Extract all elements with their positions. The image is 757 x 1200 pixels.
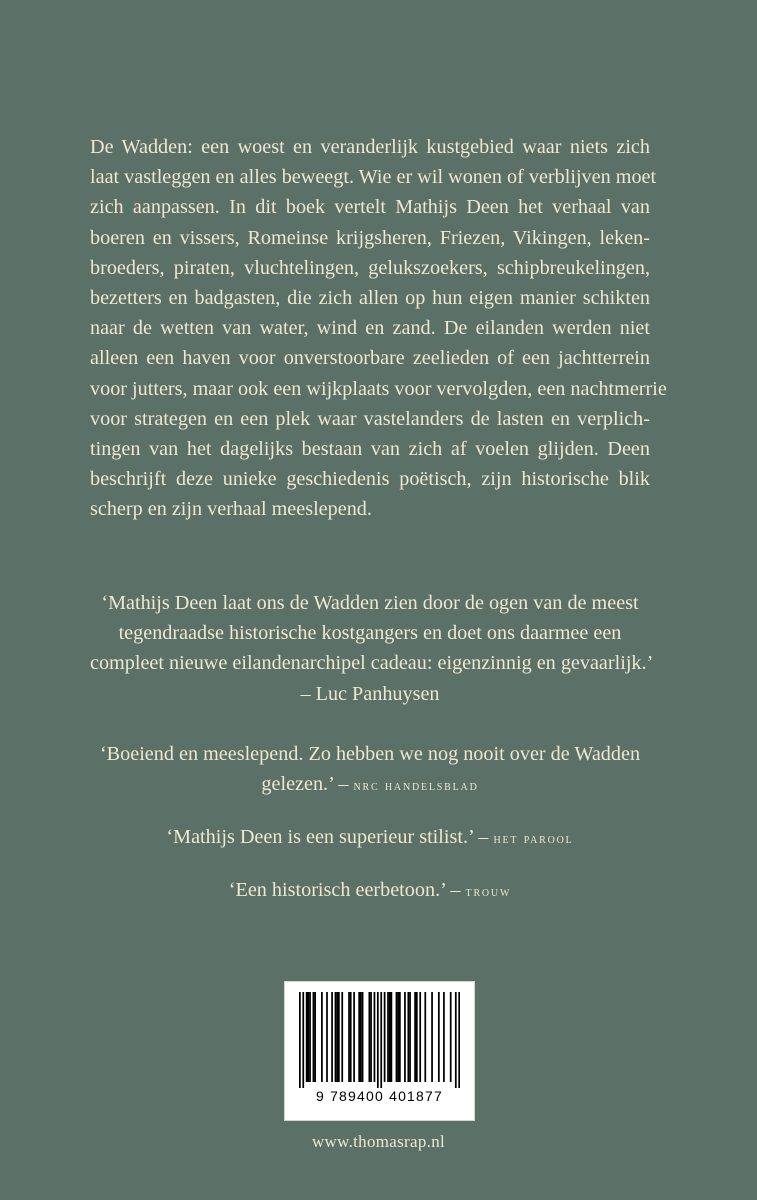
blurb-line: boeren en vissers, Romeinse krijgsheren, Friezen, Vikingen, leken- [90,226,650,249]
barcode-bar [397,992,399,1082]
barcode-bar [302,992,304,1088]
barcode-bar [309,992,311,1082]
blurb-line: bezetters en badgasten, die zich allen op hun eigen manier schikten [90,287,650,310]
barcode-bar [348,992,350,1082]
barcode-bar [335,992,337,1082]
barcode-bar [414,992,416,1082]
barcode-bar [404,992,406,1082]
barcode-bar [443,992,445,1082]
barcode-bar [450,992,452,1082]
barcode-bar [416,992,418,1082]
quote-attribution: – Luc Panhuysen [300,682,440,705]
blurb-line: De Wadden: een woest en veranderlijk kustgebied waar niets zich [90,136,650,158]
barcode-bar [396,992,398,1082]
quote-line: compleet nieuwe eilandenarchipel cadeau: eigenzinnig en gevaarlijk.’ [90,652,654,675]
barcode-bar [409,992,411,1082]
quote-text: ‘Mathijs Deen is een superieur stilist.’ – [166,826,489,849]
quote-text: gelezen.’ – [261,773,349,796]
barcode-bar [306,992,308,1082]
barcode-bar [350,992,352,1082]
barcode-bar [458,992,460,1088]
barcode-bar [419,992,421,1082]
quote-source: nrc handelsblad [353,778,479,795]
quote-source: trouw [465,884,512,901]
publisher-website: www.thomasrap.nl [311,1132,446,1151]
blurb-line: laat vastleggen en alles beweegt. Wie er wil wonen of verblijven moet [90,166,657,189]
quote-nrc [90,739,650,801]
barcode-bar [407,992,409,1082]
quote-line: ‘Mathijs Deen laat ons de Wadden zien door de ogen van de meest [101,592,639,614]
quote-trouw [90,875,650,907]
barcode-bar [368,992,370,1082]
barcode-bar [341,992,343,1082]
barcode-bar [313,992,315,1082]
blurb-line: naar de wetten van water, wind en zand. De eilanden werden niet [90,317,650,340]
barcode-bar [399,992,401,1082]
isbn-number: 9 789400 401877 [316,1088,443,1104]
barcode-bar [314,992,316,1082]
barcode-bar [326,992,328,1082]
blurb-line: broeders, piraten, vluchtelingen, gelukszoekers, schipbreukelingen, [90,256,650,279]
barcode-bar [389,992,391,1082]
quote-line: ‘Boeiend en meeslepend. Zo hebben we nog nooit over de Wadden [99,742,641,765]
blurb-text [90,132,667,525]
blurb-line: voor jutters, maar ook een wijkplaats voor vervolgden, een nachtmerrie [90,377,667,400]
barcode-bar [360,992,362,1082]
review-quotes [90,588,654,928]
quote-text: ‘Een historisch eerbetoon.’ – [228,879,461,902]
barcode-label [284,981,475,1121]
blurb-line: voor strategen en een plek waar vastelanders de lasten en verplich- [90,407,650,430]
barcode-bar [358,992,360,1082]
barcode-icon [299,992,460,1088]
barcode-bar [331,992,333,1082]
barcode-bar [424,992,426,1082]
quote-line [90,822,650,854]
blurb-line: tingen van het dagelijks bestaan van zich af voelen glijden. Deen [90,438,650,461]
quote-source: het parool [493,831,574,848]
barcode-bar [384,992,386,1082]
blurb-line: scherp en zijn verhaal meeslepend. [90,498,372,521]
barcode-bar [431,992,433,1082]
barcode-bar [299,992,301,1088]
barcode-bar [362,992,364,1082]
barcode-bar [455,992,457,1088]
quote-line: tegendraadse historische kostgangers en doet ons daarmee een [118,622,622,645]
blurb-line: zich aanpassen. In dit boek vertelt Mathijs Deen het verhaal van [90,196,650,219]
blurb-line: alleen een haven voor onverstoorbare zeelieden of een jachtterrein [90,347,650,370]
barcode-bar [307,992,309,1082]
quote-line [90,875,650,907]
barcode-bar [438,992,440,1082]
barcode-bar [387,992,389,1082]
barcode-bar [353,992,355,1082]
barcode-bar [380,992,382,1088]
quote-parool [90,822,650,854]
barcode-bar [336,992,338,1082]
barcode-bar [391,992,393,1082]
barcode-bar [377,992,379,1088]
quote-line [90,769,650,801]
barcode-bar [374,992,376,1082]
quote-panhuysen [90,588,654,709]
barcode-bar [338,992,340,1082]
blurb-line: beschrijft deze unieke geschiedenis poëtisch, zijn historische blik [90,468,650,491]
barcode-bar [321,992,323,1082]
barcode-bar [370,992,372,1082]
